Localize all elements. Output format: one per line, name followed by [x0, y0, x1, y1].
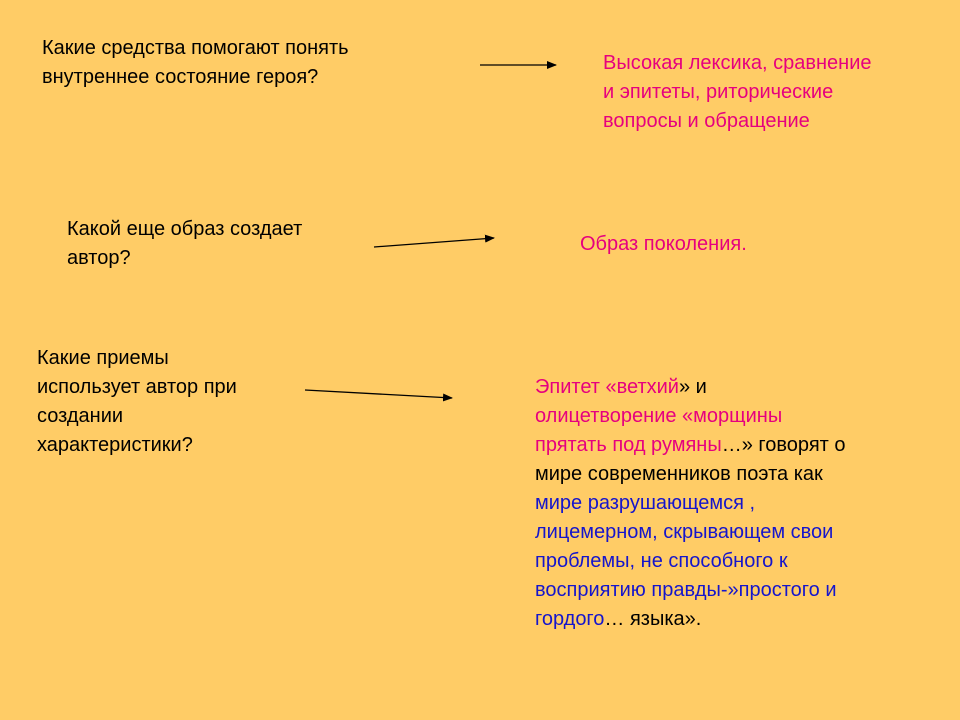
answer-3-description: мире разрушающемся , лицемерном, скрывающем свои проблемы, не способного к восприятию правды-»простого и гордого — [535, 492, 837, 630]
answer-2: Образ поколения. — [580, 233, 747, 255]
arrow-2 — [374, 238, 494, 247]
question-1: Какие средства помогают понять внутреннее состояние героя? — [42, 37, 349, 88]
answer-3-statement: …» говорят о мире современников поэта как — [535, 434, 846, 485]
arrow-3 — [305, 390, 452, 398]
answer-3-ending: … языка». — [604, 608, 702, 630]
question-3: Какие приемы использует автор при создании характеристики? — [37, 347, 237, 456]
answer-3-epithet: Эпитет «ветхий — [535, 376, 679, 398]
question-2: Какой еще образ создает автор? — [67, 218, 303, 269]
answer-3-personification: олицетворение «морщины прятать под румяны — [535, 405, 783, 456]
answer-3-connector: » и — [678, 376, 707, 398]
answer-1: Высокая лексика, сравнение и эпитеты, риторические вопросы и обращение — [603, 52, 872, 132]
